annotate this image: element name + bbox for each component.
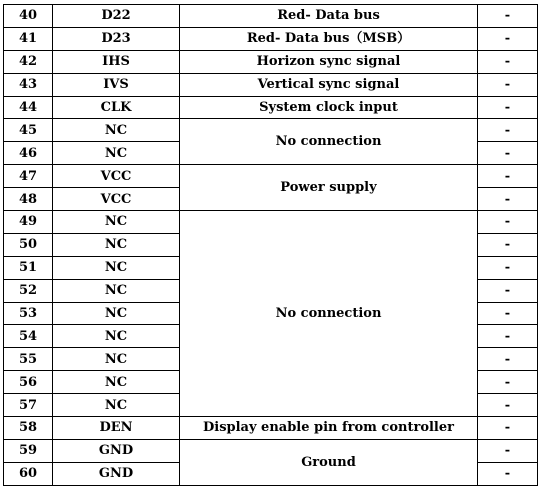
io-cell: - xyxy=(478,119,538,142)
description-cell: Ground xyxy=(180,439,478,485)
symbol-cell: NC xyxy=(53,119,180,142)
io-cell: - xyxy=(478,5,538,28)
io-cell: - xyxy=(478,165,538,188)
pin-number-cell: 58 xyxy=(4,417,53,440)
symbol-cell: IVS xyxy=(53,73,180,96)
symbol-cell: NC xyxy=(53,211,180,234)
pin-number-cell: 48 xyxy=(4,188,53,211)
table-row xyxy=(4,119,538,142)
io-cell: - xyxy=(478,73,538,96)
symbol-cell: NC xyxy=(53,279,180,302)
io-cell: - xyxy=(478,233,538,256)
symbol-cell: NC xyxy=(53,233,180,256)
symbol-cell: CLK xyxy=(53,96,180,119)
pin-number-cell: 40 xyxy=(4,5,53,28)
description-cell: No connection xyxy=(180,211,478,417)
pin-number-cell: 49 xyxy=(4,211,53,234)
description-cell: Display enable pin from controller xyxy=(180,417,478,440)
table-row xyxy=(4,5,538,28)
io-cell: - xyxy=(478,256,538,279)
pin-number-cell: 52 xyxy=(4,279,53,302)
io-cell: - xyxy=(478,302,538,325)
symbol-cell: GND xyxy=(53,439,180,462)
pin-number-cell: 47 xyxy=(4,165,53,188)
pin-number-cell: 45 xyxy=(4,119,53,142)
table-row xyxy=(4,417,538,440)
table-row xyxy=(4,27,538,50)
symbol-cell: NC xyxy=(53,325,180,348)
symbol-cell: NC xyxy=(53,394,180,417)
io-cell: - xyxy=(478,188,538,211)
pin-number-cell: 44 xyxy=(4,96,53,119)
table-row xyxy=(4,96,538,119)
symbol-cell: D22 xyxy=(53,5,180,28)
pin-number-cell: 42 xyxy=(4,50,53,73)
description-cell: Power supply xyxy=(180,165,478,211)
pin-number-cell: 60 xyxy=(4,462,53,485)
pin-number-cell: 41 xyxy=(4,27,53,50)
io-cell: - xyxy=(478,439,538,462)
symbol-cell: IHS xyxy=(53,50,180,73)
table-row xyxy=(4,439,538,462)
table-row xyxy=(4,50,538,73)
symbol-cell: NC xyxy=(53,371,180,394)
io-cell: - xyxy=(478,325,538,348)
description-cell: Red- Data bus xyxy=(180,5,478,28)
symbol-cell: NC xyxy=(53,348,180,371)
io-cell: - xyxy=(478,279,538,302)
symbol-cell: NC xyxy=(53,256,180,279)
io-cell: - xyxy=(478,50,538,73)
pin-number-cell: 55 xyxy=(4,348,53,371)
io-cell: - xyxy=(478,96,538,119)
io-cell: - xyxy=(478,394,538,417)
symbol-cell: D23 xyxy=(53,27,180,50)
io-cell: - xyxy=(478,371,538,394)
io-cell: - xyxy=(478,417,538,440)
description-cell: Red- Data bus（MSB） xyxy=(180,27,478,50)
symbol-cell: NC xyxy=(53,302,180,325)
pin-number-cell: 46 xyxy=(4,142,53,165)
io-cell: - xyxy=(478,142,538,165)
pin-number-cell: 57 xyxy=(4,394,53,417)
symbol-cell: GND xyxy=(53,462,180,485)
pin-number-cell: 50 xyxy=(4,233,53,256)
pin-number-cell: 59 xyxy=(4,439,53,462)
pin-number-cell: 53 xyxy=(4,302,53,325)
io-cell: - xyxy=(478,348,538,371)
description-cell: Horizon sync signal xyxy=(180,50,478,73)
pin-number-cell: 56 xyxy=(4,371,53,394)
symbol-cell: NC xyxy=(53,142,180,165)
description-cell: Vertical sync signal xyxy=(180,73,478,96)
table-row xyxy=(4,165,538,188)
io-cell: - xyxy=(478,462,538,485)
table-row xyxy=(4,211,538,234)
symbol-cell: VCC xyxy=(53,165,180,188)
description-cell: System clock input xyxy=(180,96,478,119)
pin-number-cell: 54 xyxy=(4,325,53,348)
pin-number-cell: 43 xyxy=(4,73,53,96)
pin-number-cell: 51 xyxy=(4,256,53,279)
symbol-cell: VCC xyxy=(53,188,180,211)
io-cell: - xyxy=(478,27,538,50)
io-cell: - xyxy=(478,211,538,234)
table-row xyxy=(4,73,538,96)
symbol-cell: DEN xyxy=(53,417,180,440)
pin-assignment-table xyxy=(3,4,538,486)
description-cell: No connection xyxy=(180,119,478,165)
